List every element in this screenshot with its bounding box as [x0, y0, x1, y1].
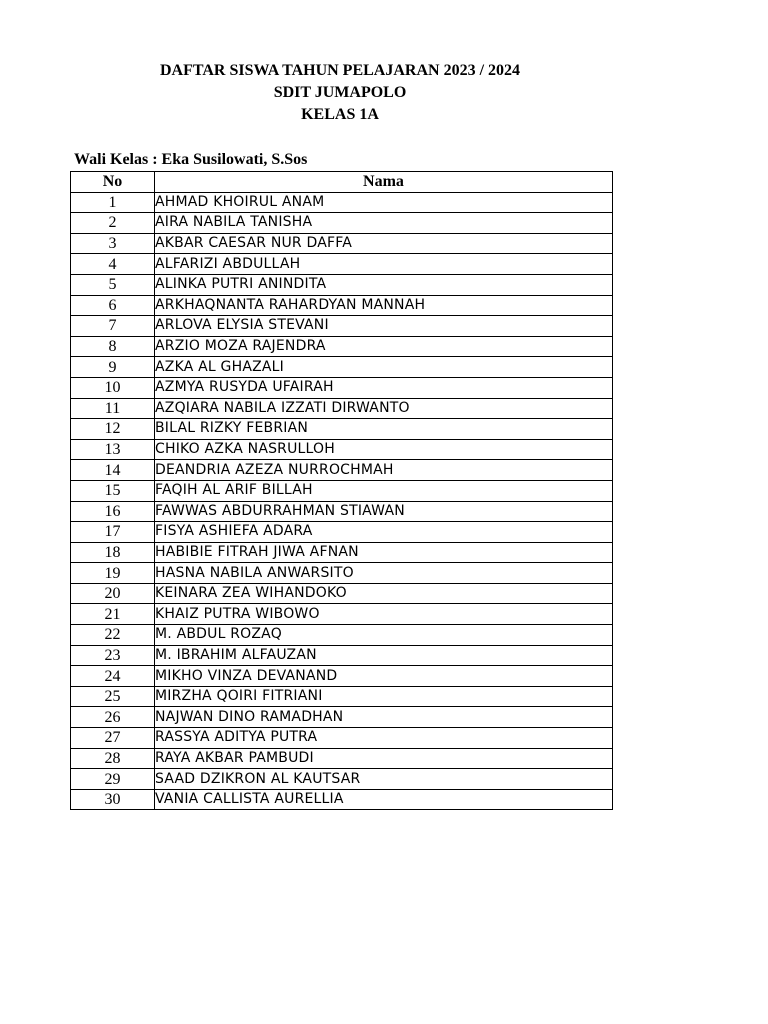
- class-name: KELAS 1A: [301, 106, 379, 123]
- student-name: KHAIZ PUTRA WIBOWO: [155, 604, 613, 625]
- table-row: [71, 460, 613, 481]
- table-row: [71, 789, 613, 810]
- school-name: SDIT JUMAPOLO: [273, 84, 407, 101]
- student-name: AHMAD KHOIRUL ANAM: [155, 192, 613, 213]
- row-number: 27: [71, 728, 155, 749]
- student-name: VANIA CALLISTA AURELLIA: [155, 789, 613, 810]
- student-name: DEANDRIA AZEZA NURROCHMAH: [155, 460, 613, 481]
- row-number: 18: [71, 542, 155, 563]
- row-number: 11: [71, 398, 155, 419]
- table-row: [71, 625, 613, 646]
- row-number: 6: [71, 295, 155, 316]
- row-number: 15: [71, 480, 155, 501]
- row-number: 19: [71, 563, 155, 584]
- row-number: 23: [71, 645, 155, 666]
- student-name: RAYA AKBAR PAMBUDI: [155, 748, 613, 769]
- table-row: [71, 357, 613, 378]
- row-number: 20: [71, 583, 155, 604]
- student-name: ALINKA PUTRI ANINDITA: [155, 274, 613, 295]
- table-row: [71, 645, 613, 666]
- student-name: ALFARIZI ABDULLAH: [155, 254, 613, 275]
- student-name: NAJWAN DINO RAMADHAN: [155, 707, 613, 728]
- row-number: 5: [71, 274, 155, 295]
- document-header: [0, 60, 680, 126]
- student-name: M. IBRAHIM ALFAUZAN: [155, 645, 613, 666]
- student-name: ARKHAQNANTA RAHARDYAN MANNAH: [155, 295, 613, 316]
- table-row: [71, 522, 613, 543]
- table-row: [71, 748, 613, 769]
- table-row: [71, 542, 613, 563]
- student-name: FAWWAS ABDURRAHMAN STIAWAN: [155, 501, 613, 522]
- table-row: [71, 686, 613, 707]
- student-name: M. ABDUL ROZAQ: [155, 625, 613, 646]
- column-header-no: No: [71, 172, 155, 193]
- row-number: 10: [71, 377, 155, 398]
- row-number: 28: [71, 748, 155, 769]
- row-number: 8: [71, 336, 155, 357]
- table-row: [71, 336, 613, 357]
- table-row: [71, 192, 613, 213]
- table-row: [71, 666, 613, 687]
- student-name: SAAD DZIKRON AL KAUTSAR: [155, 769, 613, 790]
- row-number: 9: [71, 357, 155, 378]
- table-row: [71, 728, 613, 749]
- table-row: [71, 316, 613, 337]
- table-row: [71, 501, 613, 522]
- student-name: MIRZHA QOIRI FITRIANI: [155, 686, 613, 707]
- student-name: BILAL RIZKY FEBRIAN: [155, 419, 613, 440]
- row-number: 14: [71, 460, 155, 481]
- table-row: [71, 254, 613, 275]
- student-name: FISYA ASHIEFA ADARA: [155, 522, 613, 543]
- row-number: 2: [71, 213, 155, 234]
- row-number: 24: [71, 666, 155, 687]
- row-number: 30: [71, 789, 155, 810]
- table-row: [71, 233, 613, 254]
- table-row: [71, 769, 613, 790]
- homeroom-teacher: Wali Kelas : Eka Susilowati, S.Sos: [74, 151, 308, 168]
- student-name: AIRA NABILA TANISHA: [155, 213, 613, 234]
- student-name: AKBAR CAESAR NUR DAFFA: [155, 233, 613, 254]
- table-header-row: [71, 172, 613, 193]
- row-number: 17: [71, 522, 155, 543]
- row-number: 21: [71, 604, 155, 625]
- table-row: [71, 480, 613, 501]
- student-name: CHIKO AZKA NASRULLOH: [155, 439, 613, 460]
- row-number: 4: [71, 254, 155, 275]
- row-number: 3: [71, 233, 155, 254]
- document-title: DAFTAR SISWA TAHUN PELAJARAN 2023 / 2024: [159, 62, 521, 79]
- student-name: AZQIARA NABILA IZZATI DIRWANTO: [155, 398, 613, 419]
- student-name: RASSYA ADITYA PUTRA: [155, 728, 613, 749]
- table-row: [71, 398, 613, 419]
- table-row: [71, 583, 613, 604]
- row-number: 26: [71, 707, 155, 728]
- table-row: [71, 419, 613, 440]
- column-header-nama: Nama: [155, 172, 613, 193]
- table-row: [71, 377, 613, 398]
- row-number: 7: [71, 316, 155, 337]
- table-row: [71, 707, 613, 728]
- table-row: [71, 563, 613, 584]
- row-number: 13: [71, 439, 155, 460]
- student-name: ARZIO MOZA RAJENDRA: [155, 336, 613, 357]
- row-number: 25: [71, 686, 155, 707]
- table-body: [71, 192, 613, 810]
- table-row: [71, 295, 613, 316]
- student-name: AZMYA RUSYDA UFAIRAH: [155, 377, 613, 398]
- row-number: 29: [71, 769, 155, 790]
- student-table: [70, 171, 613, 810]
- student-name: KEINARA ZEA WIHANDOKO: [155, 583, 613, 604]
- row-number: 16: [71, 501, 155, 522]
- row-number: 22: [71, 625, 155, 646]
- table-row: [71, 213, 613, 234]
- student-name: AZKA AL GHAZALI: [155, 357, 613, 378]
- student-name: ARLOVA ELYSIA STEVANI: [155, 316, 613, 337]
- table-row: [71, 604, 613, 625]
- student-name: HABIBIE FITRAH JIWA AFNAN: [155, 542, 613, 563]
- row-number: 12: [71, 419, 155, 440]
- student-name: HASNA NABILA ANWARSITO: [155, 563, 613, 584]
- student-name: FAQIH AL ARIF BILLAH: [155, 480, 613, 501]
- student-name: MIKHO VINZA DEVANAND: [155, 666, 613, 687]
- table-row: [71, 274, 613, 295]
- table-row: [71, 439, 613, 460]
- row-number: 1: [71, 192, 155, 213]
